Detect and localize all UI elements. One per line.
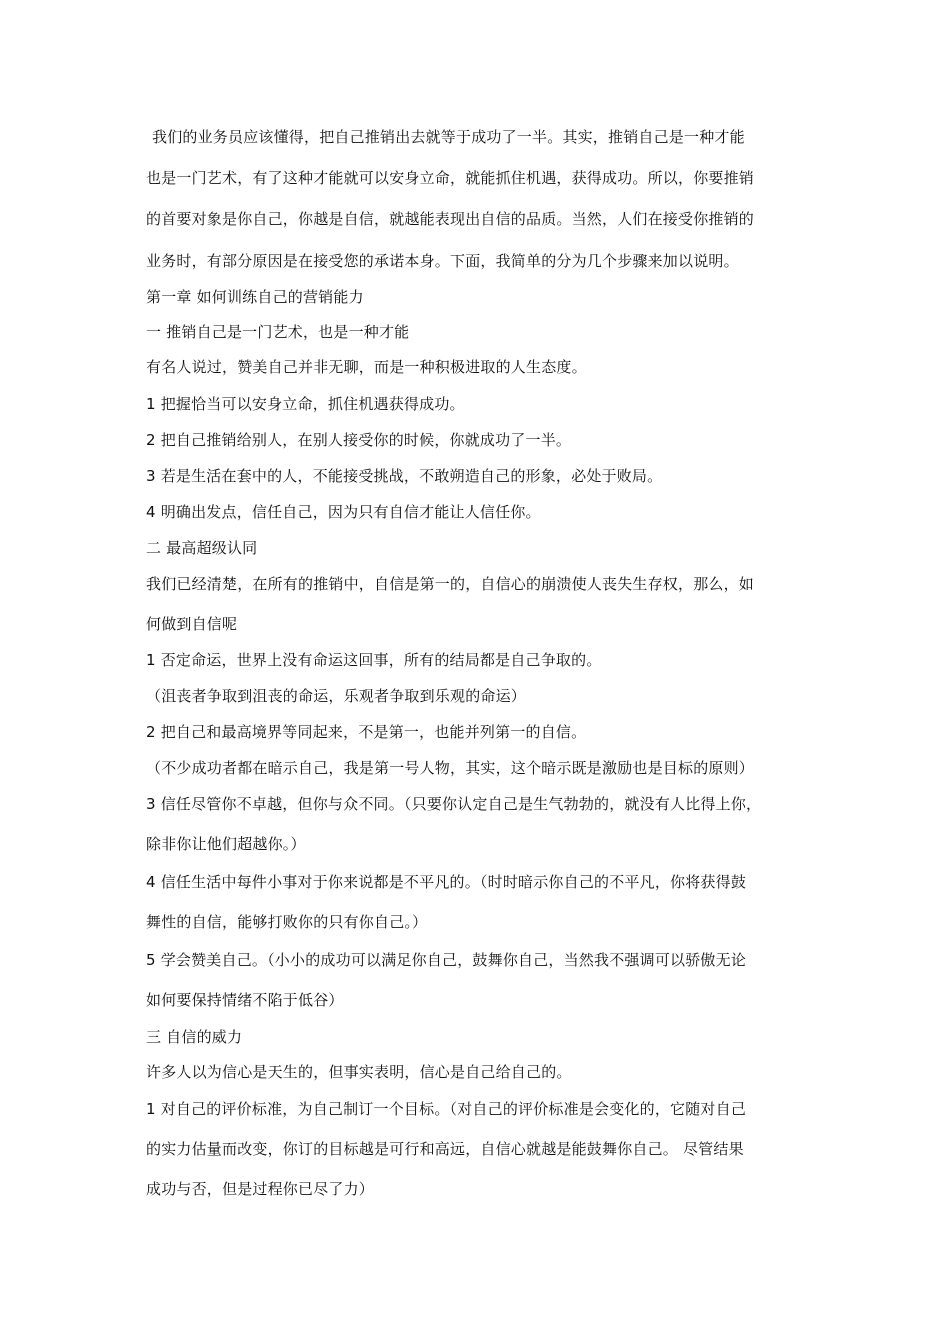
- list-item: 4 信任生活中每件小事对于你来说都是不平凡的。（时时暗示你自己的不平凡，你将获得鼓: [146, 873, 747, 891]
- paragraph-line: 何做到自信呢: [146, 615, 238, 633]
- list-item: 3 若是生活在套中的人，不能接受挑战，不敢朔造自己的形象，必处于败局。: [146, 467, 663, 485]
- list-item: 5 学会赞美自己。（小小的成功可以满足你自己，鼓舞你自己，当然我不强调可以骄傲无论: [146, 951, 747, 969]
- list-item-continuation: 的实力估量而改变，你订的目标越是可行和高远，自信心就越是能鼓舞你自己。 尽管结果: [146, 1140, 744, 1158]
- list-item-continuation: 成功与否，但是过程你已尽了力）: [146, 1180, 375, 1198]
- section-heading: 二 最高超级认同: [146, 539, 258, 557]
- intro-paragraph-line: 也是一门艺术，有了这种才能就可以安身立命，就能抓住机遇，获得成功。所以，你要推销: [146, 169, 755, 187]
- list-item: 1 否定命运，世界上没有命运这回事，所有的结局都是自己争取的。: [146, 651, 602, 669]
- intro-paragraph-line: 业务时，有部分原因是在接受您的承诺本身。下面，我简单的分为几个步骤来加以说明。: [146, 252, 739, 270]
- list-item: 1 把握恰当可以安身立命，抓住机遇获得成功。: [146, 395, 465, 413]
- list-item-continuation: 舞性的自信，能够打败你的只有你自己。）: [146, 913, 428, 931]
- paragraph-line: 有名人说过，赞美自己并非无聊，而是一种积极进取的人生态度。: [146, 358, 587, 376]
- list-item-continuation: 除非你让他们超越你。）: [146, 835, 306, 853]
- section-heading: 三 自信的威力: [146, 1028, 243, 1046]
- list-item-continuation: 如何要保持情绪不陷于低谷）: [146, 991, 344, 1009]
- paragraph-line: 许多人以为信心是天生的，但事实表明，信心是自己给自己的。: [146, 1063, 572, 1081]
- list-item: 3 信任尽管你不卓越，但你与众不同。（只要你认定自己是生气勃勃的，就没有人比得上你，: [146, 795, 762, 813]
- list-item-note: （不少成功者都在暗示自己，我是第一号人物，其实，这个暗示既是激励也是目标的原则）: [146, 759, 755, 777]
- list-item-note: （沮丧者争取到沮丧的命运，乐观者争取到乐观的命运）: [146, 687, 527, 705]
- list-item: 1 对自己的评价标准，为自己制订一个目标。（对自己的评价标准是会变化的，它随对自己: [146, 1100, 747, 1118]
- list-item: 4 明确出发点，信任自己，因为只有自信才能让人信任你。: [146, 503, 541, 521]
- intro-paragraph-line: 的首要对象是你自己，你越是自信，就越能表现出自信的品质。当然，人们在接受你推销的: [146, 210, 755, 228]
- list-item: 2 把自己推销给别人，在别人接受你的时候，你就成功了一半。: [146, 431, 572, 449]
- section-heading: 一 推销自己是一门艺术，也是一种才能: [146, 323, 410, 341]
- list-item: 2 把自己和最高境界等同起来，不是第一，也能并列第一的自信。: [146, 723, 587, 741]
- paragraph-line: 我们已经清楚，在所有的推销中，自信是第一的，自信心的崩溃使人丧失生存权，那么，如: [146, 575, 755, 593]
- intro-paragraph-line: 我们的业务员应该懂得，把自己推销出去就等于成功了一半。其实，推销自己是一种才能: [152, 128, 745, 146]
- chapter-heading: 第一章 如何训练自己的营销能力: [146, 288, 364, 306]
